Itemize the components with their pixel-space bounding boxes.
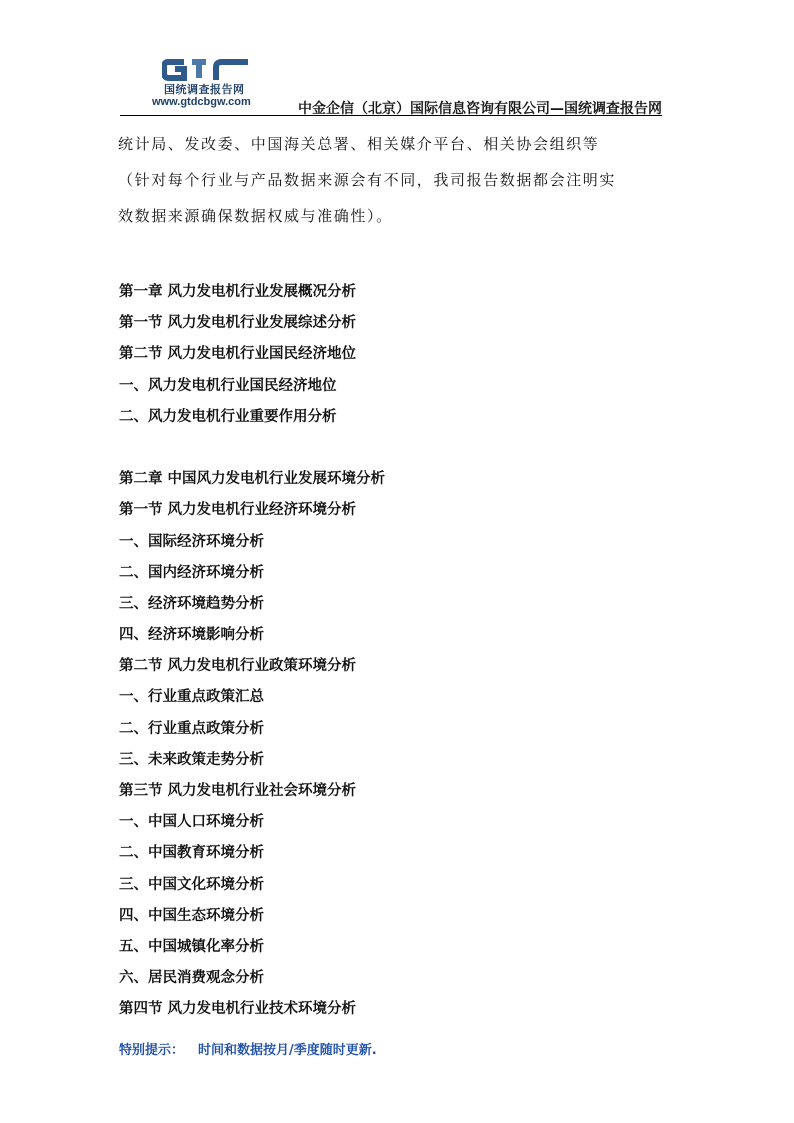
logo-chinese-name: 国统调查报告网 — [164, 83, 245, 96]
toc-item: 二、中国教育环境分析 — [119, 845, 264, 862]
toc-item: 二、国内经济环境分析 — [119, 564, 264, 581]
intro-line: 效数据来源确保数据权威与准确性）。 — [118, 207, 393, 225]
toc-item: 三、未来政策走势分析 — [119, 751, 264, 768]
toc-section: 第一节 风力发电机行业经济环境分析 — [119, 502, 357, 519]
toc-spacer — [119, 433, 679, 464]
intro-line: （针对每个行业与产品数据来源会有不同，我司报告数据都会注明实 — [118, 171, 617, 189]
intro-line: 统计局、发改委、中国海关总署、相关媒介平台、相关协会组织等 — [118, 135, 600, 153]
toc-item: 四、中国生态环境分析 — [119, 907, 264, 924]
toc-item: 一、风力发电机行业国民经济地位 — [119, 377, 337, 394]
toc-item: 六、居民消费观念分析 — [119, 970, 264, 987]
notice-text: 时间和数据按月/季度随时更新. — [198, 1043, 377, 1058]
toc-item: 一、国际经济环境分析 — [119, 533, 264, 550]
special-notice — [119, 1039, 377, 1058]
toc-item: 四、经济环境影响分析 — [119, 627, 264, 644]
toc-item: 三、中国文化环境分析 — [119, 876, 264, 893]
toc-item: 二、风力发电机行业重要作用分析 — [119, 408, 337, 425]
toc-section: 第二节 风力发电机行业政策环境分析 — [119, 658, 357, 675]
logo-url: www.gtdcbgw.com — [152, 96, 251, 108]
toc-section: 第一节 风力发电机行业发展综述分析 — [119, 315, 357, 332]
toc-item: 三、经济环境趋势分析 — [119, 595, 264, 612]
toc-section: 第二节 风力发电机行业国民经济地位 — [119, 346, 357, 363]
toc-item: 五、中国城镇化率分析 — [119, 938, 264, 955]
toc-chapter: 第一章 风力发电机行业发展概况分析 — [119, 284, 357, 300]
notice-label: 特别提示： — [119, 1043, 185, 1058]
toc-item: 一、行业重点政策汇总 — [119, 689, 264, 706]
header-company-name: 中金企信（北京）国际信息咨询有限公司—国统调查报告网 — [298, 101, 662, 117]
toc-section: 第四节 风力发电机行业技术环境分析 — [119, 1001, 357, 1018]
header-divider — [120, 115, 662, 116]
gtr-logo-icon — [162, 58, 252, 82]
toc-section: 第三节 风力发电机行业社会环境分析 — [119, 783, 357, 799]
table-of-contents — [119, 277, 679, 1026]
page-header — [120, 58, 662, 116]
toc-item: 一、中国人口环境分析 — [119, 814, 264, 831]
intro-paragraph — [118, 126, 678, 234]
toc-item: 二、行业重点政策分析 — [119, 720, 264, 737]
company-logo — [152, 58, 262, 114]
toc-chapter: 第二章 中国风力发电机行业发展环境分析 — [119, 471, 386, 488]
